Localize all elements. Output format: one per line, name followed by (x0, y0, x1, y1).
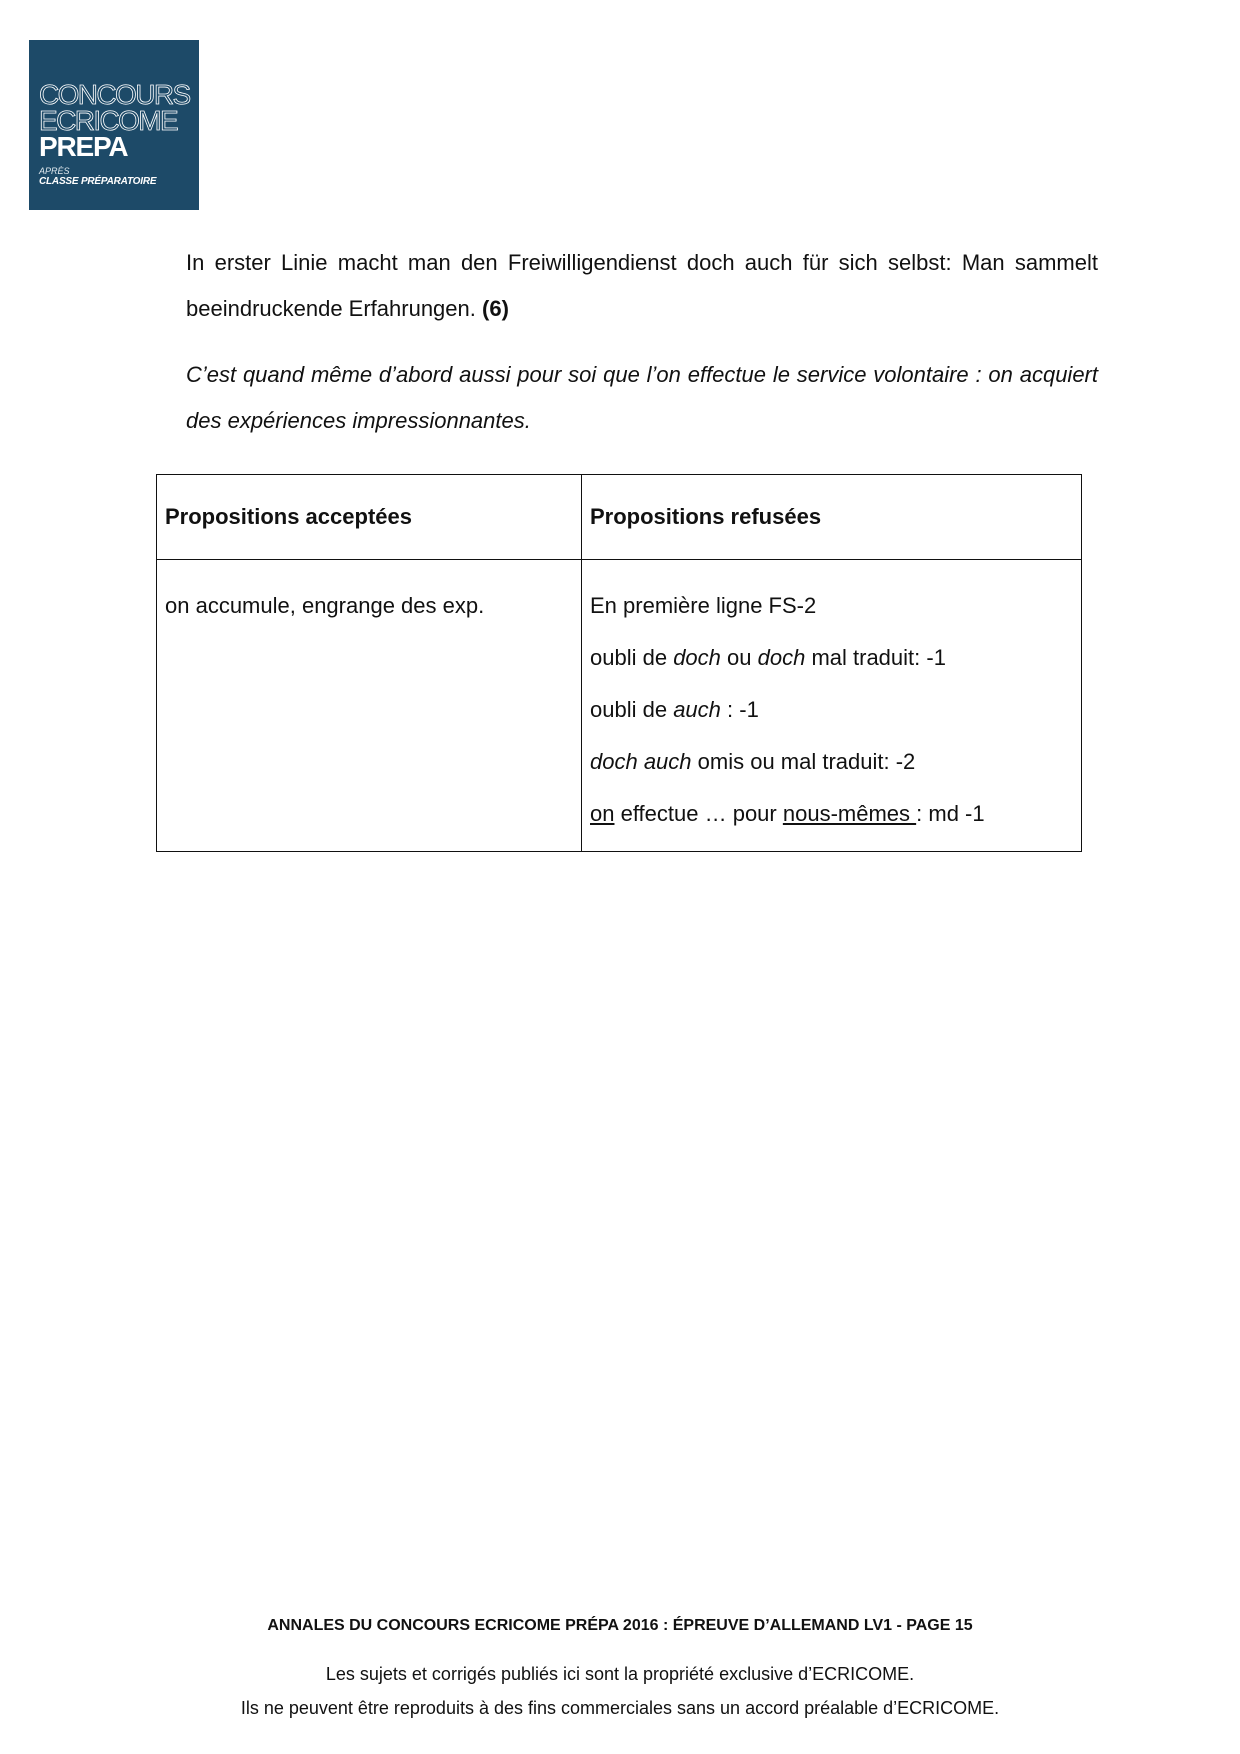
header-refused: Propositions refusées (582, 475, 1082, 560)
refused-item-5-c: nous-mêmes (782, 801, 917, 826)
refused-item-2-e: mal traduit: -1 (805, 645, 946, 670)
refused-item-5-b: effectue … pour (614, 801, 783, 826)
refused-item-2-a: oubli de (590, 645, 674, 670)
german-sentence-text: In erster Linie macht man den Freiwilligendienst doch auch für sich selbst: Man sammelt beeindruckende Erfahrungen. (186, 250, 1098, 321)
refused-item-2-c: ou (720, 645, 758, 670)
refused-item-3-a: oubli de (590, 697, 674, 722)
header-accepted: Propositions acceptées (157, 475, 582, 560)
refused-item-2-b: doch (673, 645, 721, 670)
refused-cell (582, 560, 1082, 852)
logo-line-concours: CONCOURS (39, 79, 190, 110)
refused-item-4-b: omis ou mal traduit: -2 (691, 749, 916, 774)
german-sentence (186, 240, 1098, 332)
ecricome-logo (29, 40, 199, 210)
table-header-row (157, 475, 1082, 560)
refused-item-5-d: : md -1 (916, 801, 985, 826)
refused-item-4-a: doch auch (590, 749, 692, 774)
grading-table (156, 474, 1082, 852)
refused-item-2 (590, 632, 1073, 684)
refused-item-3-b: auch (673, 697, 721, 722)
refused-item-3 (590, 684, 1073, 736)
accepted-cell (157, 560, 582, 852)
footer-notice-2: Ils ne peuvent être reproduits à des fins commerciales sans un accord préalable d’ECRICOME. (240, 1698, 1000, 1718)
logo-line-ecricome: ECRICOME (39, 105, 178, 136)
accepted-item: on accumule, engrange des exp. (165, 593, 485, 618)
refused-item-5 (590, 788, 1073, 840)
footer-title: ANNALES DU CONCOURS ECRICOME PRÉPA 2016 : ÉPREUVE D’ALLEMAND LV1 - PAGE 15 (267, 1617, 973, 1634)
table-row (157, 560, 1082, 852)
refused-item-1: En première ligne FS-2 (590, 593, 817, 618)
french-translation: C’est quand même d’abord aussi pour soi que l’on effectue le service volontaire : on acquiert des expériences impressionnantes. (186, 362, 1098, 433)
footer-notice-1: Les sujets et corrigés publiés ici sont la propriété exclusive d’ECRICOME. (325, 1664, 915, 1684)
logo-line-apres: APRÈS (39, 166, 70, 176)
refused-item-4 (590, 736, 1073, 788)
refused-item-2-d: doch (757, 645, 806, 670)
logo-line-prepa: PREPA (39, 131, 128, 162)
logo-line-classe: CLASSE PRÉPARATOIRE (39, 176, 157, 187)
refused-item-5-a: on (590, 801, 615, 826)
refused-item-3-c: : -1 (720, 697, 759, 722)
points-value: (6) (482, 296, 509, 321)
